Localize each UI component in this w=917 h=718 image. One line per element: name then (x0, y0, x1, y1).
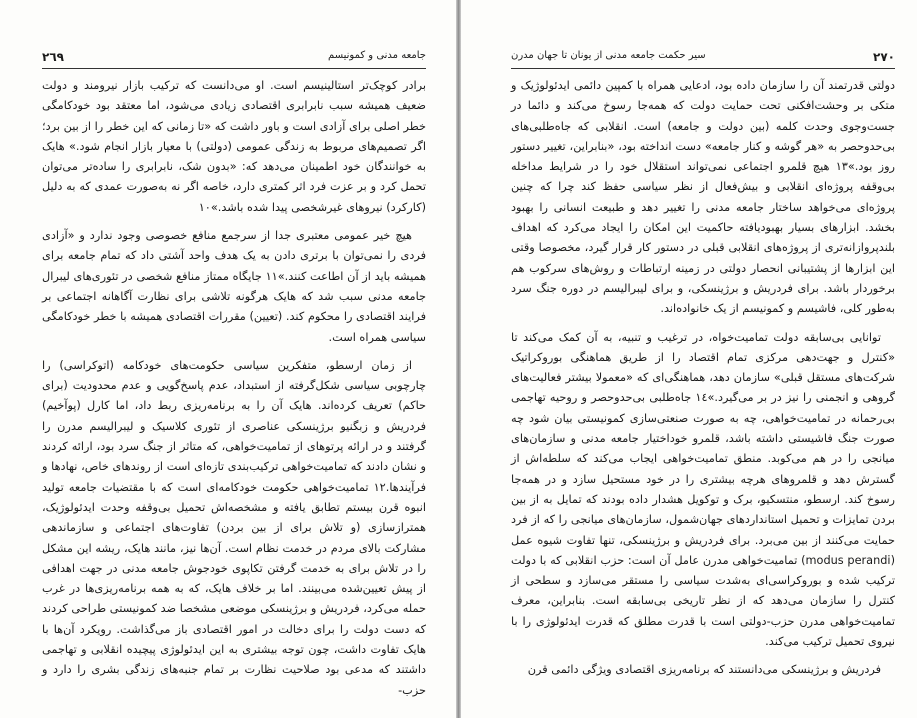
left-header-rule (42, 68, 426, 69)
left-page-body (42, 76, 426, 709)
left-paragraph-1: برادر کوچک‌تر استالینیسم است. او می‌دانست که ترکیب بازار نیرومند و دولت ضعیف همیشه سبب نابرابری اقتصادی زیادی می‌شود، اما معتقد بود خودکامگی خطر اصلی برای آزادی است و باور داشت که «تا زمانی که این خطر را از بین برد؛ اگر تصمیم‌های مربوط به زندگی عمومی (دولتی) با معیار بازار انجام شود.» هایک به خوانندگان خود اطمینان می‌دهد که: «بدون شک، نابرابری را ساده‌تر می‌توان تحمل کرد و بر عزت فرد اثر کمتری دارد، خاصه اگر نه به‌صورت عمدی که به دلیل (کارکرد) نیروهای غیرشخصی پیدا شده باشد.»١٠ (42, 79, 426, 214)
right-page (461, 0, 917, 718)
left-page-number: ٢٦٩ (42, 50, 64, 64)
left-paragraph-2: هیچ خیر عمومی معتبری جدا از سرجمع منافع خصوصی وجود ندارد و «آزادی فردی را نمی‌توان با برتری دادن به یک هدف واحد آشتی داد که تمام جامعه برای همیشه باید از آن اطاعت کنند.»١١ جایگاه ممتاز منافع شخصی در تئوری‌های لیبرال جامعه مدنی سبب شد که هایک هرگونه تلاشی برای نظارت آگاهانه اجتماعی بر فرایند اقتصادی را محکوم کند. (تعیین) مقررات اقتصادی همیشه با خطر خودکامگی سیاسی همراه است. (42, 229, 426, 344)
right-header-rule (511, 68, 895, 69)
left-running-head: جامعه مدنی و کمونیسم (328, 50, 426, 61)
right-page-number: ٢٧٠ (873, 50, 895, 64)
right-running-head: سیر حکمت جامعه مدنی از یونان تا جهان مدرن (511, 50, 706, 61)
left-page-header (42, 50, 426, 66)
right-paragraph-3: فردریش و برژینسکی می‌دانستند که برنامه‌ریزی اقتصادی ویژگی دائمی قرن (527, 663, 881, 677)
right-paragraph-1: دولتی قدرتمند آن را سازمان داده بود، ادعایی همراه با کمپین دائمی ایدئولوژیک و متکی بر وحشت‌افکنی تحت حمایت دولت که همه‌جا رسوخ می‌کند و دائما در جست‌وجوی وحدت کلمه (بین دولت و جامعه) است. انقلابی که جاه‌طلبی‌های بی‌حدوحصر به «هر گوشه و کنار جامعه» دست انداخته بود، «بنابراین، تغییر دستور روز بود.»١٣ هیچ قلمرو اجتماعی نمی‌تواند استقلال خود را در شرایط مداخله بی‌وقفه پروژه‌ای انقلابی و بیش‌فعال از نظر سیاسی حفظ کند چرا که چنین پروژه‌ای می‌خواهد ساختار جامعه مدنی را تغییر دهد و طبیعت انسانی را بهبود بخشد. ابزارهای بسیار بهبودیافته حاکمیت این امکان را ایجاد می‌کرد که اهداف بلندپروازانه‌تری از پروژه‌های انقلابی قبلی در دستور کار قرار گیرد، مخصوصا وقتی این ابزارها از پشتیبانی انحصار دولتی در زمینه ارتباطات و روش‌های سرکوب هم برخوردار باشد. برای فردریش و برژینسکی، و برای لیبرالیسم در دوره جنگ سرد به‌طور کلی، فاشیسم و کمونیسم از یک خانواده‌اند. (511, 79, 895, 316)
right-paragraph-2: توانایی بی‌سابقه دولت تمامیت‌خواه، در ترغیب و تنبیه، به آن کمک می‌کند تا «کنترل و جهت‌دهی مرکزی تمام اقتصاد را از طریق هماهنگی بوروکراتیک شرکت‌های مستقل قبلی» سازمان دهد، هماهنگی‌ای که «معمولا بیشتر فعالیت‌های گروهی و انجمنی را نیز در بر می‌گیرد.»١٤ جاه‌طلبی بی‌حدوحصر و روحیه تهاجمی بی‌رحمانه در تمامیت‌خواهی، چه به صورت صنعتی‌سازی کمونیستی بیان شود چه صورت جنگ فاشیستی داشته باشد، قلمرو خوداختیار جامعه مدنی و سازمان‌های میانجی را در هم می‌کوبد. منطق تمامیت‌خواهی ایجاب می‌کند که سلطه‌اش از گسترش دهد و قلمروهای هرچه بیشتری را در خود مستحیل سازد و در همه‌جا رسوخ کند. ارسطو، منتسکیو، برک و توکویل هشدار داده بودند که تمایل به از بین بردن تمایزات و تحمیل استانداردهای جهان‌شمول، سازمان‌های میانجی را که از فرد حمایت می‌کنند از بین می‌برد. برای فردریش و برژینسکی، تنها تفاوت شیوه عمل (modus perandi) تمامیت‌خواهی مدرن عامل آن است: حزب انقلابی که با دولت ترکیب شده و بوروکراسی‌ای به‌شدت سیاسی را مستقر می‌سازد و سطحی از کنترل را سازمان می‌دهد که از نظر تاریخی بی‌سابقه است. بنابراین، معرف تمامیت‌خواهی مدرن حزب-دولتی است با قدرت مطلق که قدرت ایدئولوژی را با نیروی تحمیل ترکیب می‌کند. (511, 330, 895, 649)
right-page-body (511, 76, 895, 689)
left-page (0, 0, 456, 718)
right-page-header (511, 50, 895, 66)
left-paragraph-3: از زمان ارسطو، متفکرین سیاسی حکومت‌های خودکامه (اتوکراسی) را چارچوبی سیاسی شکل‌گرفته از استبداد، عدم پاسخ‌گویی و عدم محدودیت (برای حاکم) تعریف کرده‌اند. هایک آن را به برنامه‌ریزی ربط داد، اما کارل (پوآخیم) فردریش و زبگنیو برژینسکی عناصری از تئوری کلاسیک و لیبرالیسم مدرن را گرفتند و در ارائه پرتوهای از تمامیت‌خواهی، که متاثر از جنگ سرد بود، ارائه کردند و نشان دادند که تمامیت‌خواهی ترکیب‌بندی تازه‌ای است از روندهای خاص، نهادها و فرآیندها.١٢ تمامیت‌خواهی حکومت خودکامه‌ای است که با مقتضیات جامعه تولید انبوه قرن بیستم تطابق یافته و مشخصه‌اش تحمیل بی‌وقفه وحدت ایدئولوژیک، همترازسازی (و تلاش برای از بین بردن) تفاوت‌های اجتماعی و سازماندهی مشارکت بالای مردم در خدمت نظام است. آن‌ها نیز، مانند هایک، ریشه این مشکل را در تلاش برای به خدمت گرفتن تکاپوی خودجوش جامعه مدنی در جهت اهدافی از پیش تعیین‌شده می‌بینند. اما بر خلاف هایک، که به همه برنامه‌ریزی‌ها در غرب حمله می‌کرد، فردریش و برژینسکی موضعی مشخصا ضد کمونیستی طراحی کردند که دست دولت را برای دخالت در امور اقتصادی باز می‌گذاشت. رویکرد آن‌ها با هایک تفاوت داشت، چون توجه بیشتری به این ایدئولوژی پیچیده انقلابی و تهاجمی داشتند که مدعی بود صلاحیت نظارت بر تمام جنبه‌های زندگی بشری را دارد و حزب- (42, 358, 426, 697)
